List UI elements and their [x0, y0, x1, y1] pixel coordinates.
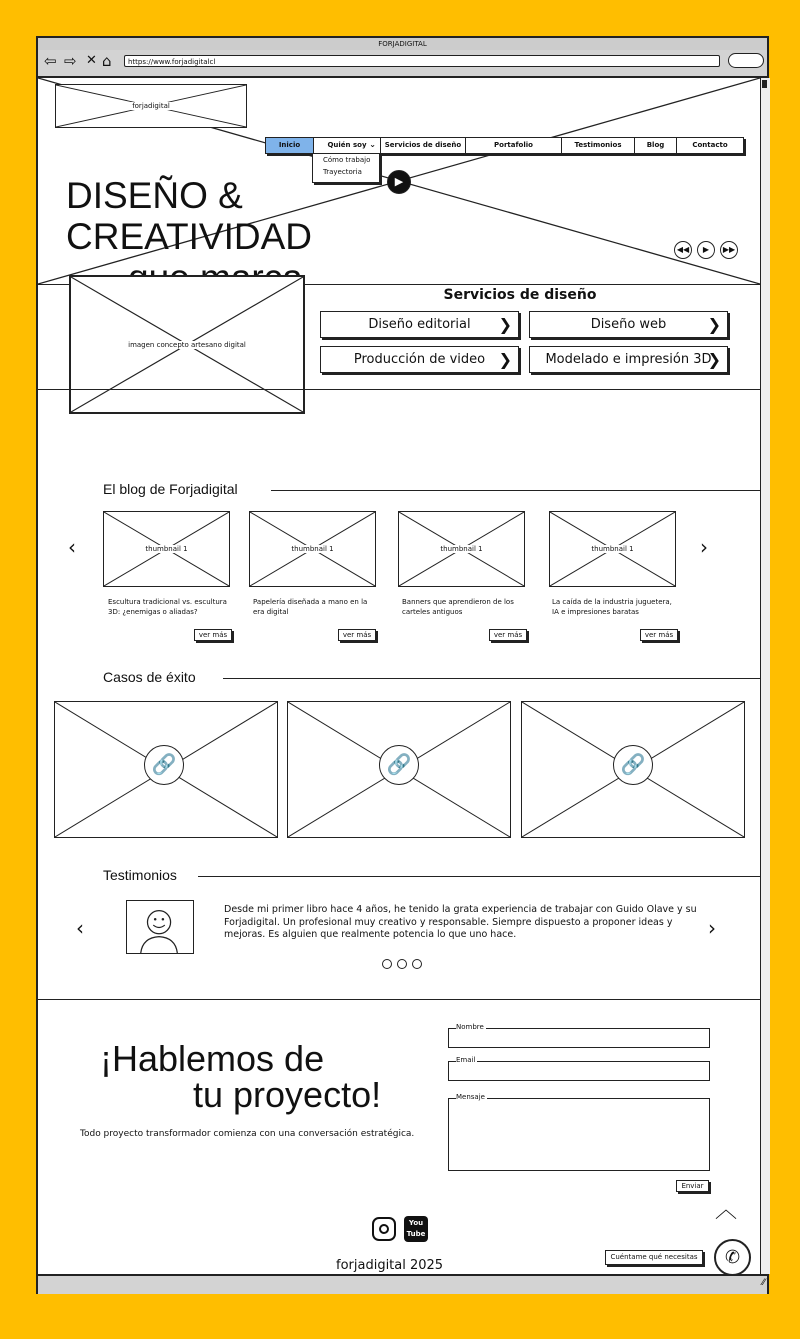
browser-status-bar — [38, 1274, 767, 1294]
rewind-icon[interactable]: ◀◀ — [674, 241, 692, 259]
nav-inicio[interactable]: Inicio — [266, 138, 314, 153]
service-button-web[interactable] — [529, 311, 728, 338]
hero-line-2: CREATIVIDAD — [66, 216, 313, 257]
nav-blog[interactable]: Blog — [635, 138, 677, 153]
youtube-text-top: You — [408, 1219, 424, 1227]
submenu-item-trayectoria[interactable]: Trayectoria — [323, 168, 362, 176]
nav-quien-soy[interactable] — [314, 138, 381, 153]
instagram-icon[interactable] — [372, 1217, 396, 1241]
youtube-text-bottom: Tube — [406, 1230, 426, 1238]
hero-line-1: DISEÑO & — [66, 175, 243, 216]
youtube-icon[interactable] — [404, 1216, 428, 1242]
blog-title-rule — [271, 490, 760, 491]
nav-testimonios[interactable]: Testimonios — [562, 138, 635, 153]
window-title: FORJADIGITAL — [38, 38, 767, 51]
url-bar[interactable]: https://www.forjadigitalcl — [124, 55, 720, 67]
testimonial-prev-arrow-icon[interactable]: ‹ — [76, 916, 84, 940]
browser-search-field[interactable] — [728, 53, 764, 68]
contact-subtitle: Todo proyecto transformador comienza con una conversación estratégica. — [80, 1129, 415, 1139]
blog-thumbnail-1[interactable] — [103, 511, 230, 587]
instagram-lens — [379, 1224, 389, 1234]
link-icon: 🔗 — [613, 745, 653, 785]
cases-title-rule — [223, 678, 760, 679]
chevron-right-icon: ❯ — [707, 350, 721, 369]
email-field-label: Email — [456, 1056, 476, 1064]
nav-servicios[interactable]: Servicios de diseño — [381, 138, 466, 153]
read-more-button-1[interactable]: ver más — [194, 629, 232, 641]
thumbnail-label: thumbnail 1 — [291, 545, 334, 553]
scrollbar[interactable] — [760, 78, 770, 1274]
play-small-icon[interactable]: ▶ — [697, 241, 715, 259]
avatar — [126, 900, 194, 954]
message-field-label: Mensaje — [456, 1093, 485, 1101]
blog-post-title-2[interactable]: Papelería diseñada a mano en la era digital — [253, 598, 368, 616]
main-nav — [265, 137, 744, 154]
whatsapp-icon[interactable]: ✆ — [714, 1239, 751, 1274]
service-button-video-label: Producción de video — [353, 352, 486, 367]
home-icon[interactable]: ⌂ — [102, 52, 112, 70]
play-icon[interactable]: ▶ — [387, 170, 411, 194]
name-field-label: Nombre — [456, 1023, 484, 1031]
service-button-video[interactable] — [320, 346, 519, 373]
blog-next-arrow-icon[interactable]: › — [700, 535, 708, 559]
artisan-image-placeholder — [69, 275, 305, 414]
read-more-button-4[interactable]: ver más — [640, 629, 678, 641]
submit-button[interactable]: Enviar — [676, 1180, 709, 1192]
carousel-dot-3[interactable] — [412, 959, 422, 969]
testimonial-quote: Desde mi primer libro hace 4 años, he tenido la grata experiencia de trabajar con Guido Olave y su Forjadigital. Un profesional muy creativo y responsable. Siempre dispuesto a proponer ideas y mejoras. Es alguien que realmente potencia lo que uno hace. — [224, 904, 697, 940]
service-button-editorial[interactable] — [320, 311, 519, 338]
read-more-button-3[interactable]: ver más — [489, 629, 527, 641]
carousel-dot-2[interactable] — [397, 959, 407, 969]
footer-copyright: forjadigital 2025 — [336, 1258, 444, 1273]
thumbnail-label: thumbnail 1 — [145, 545, 188, 553]
chevron-down-icon: ⌄ — [369, 140, 376, 149]
blog-post-title-4[interactable]: La caída de la industria juguetera, IA e impresiones baratas — [552, 598, 672, 616]
nav-quien-soy-label: Quién soy — [327, 141, 367, 149]
browser-window — [36, 36, 769, 1294]
hero-headline — [66, 175, 312, 257]
thumbnail-label: thumbnail 1 — [591, 545, 634, 553]
testimonials-title-rule — [198, 876, 760, 877]
web-page — [38, 78, 760, 1274]
blog-prev-arrow-icon[interactable]: ‹ — [68, 535, 76, 559]
contact-divider — [38, 999, 760, 1000]
service-button-3d-label: Modelado e impresión 3D — [545, 352, 712, 367]
back-icon[interactable]: ⇦ — [44, 52, 57, 70]
email-field[interactable] — [448, 1061, 710, 1081]
testimonials-title: Testimonios — [103, 867, 177, 883]
logo-placeholder[interactable] — [55, 84, 247, 128]
testimonial-next-arrow-icon[interactable]: › — [708, 916, 716, 940]
whatsapp-cta-button[interactable]: Cuéntame qué necesitas — [605, 1250, 703, 1265]
fast-forward-icon[interactable]: ▶▶ — [720, 241, 738, 259]
scrollbar-thumb[interactable] — [762, 80, 767, 88]
logo-label: forjadigital — [132, 102, 170, 110]
carousel-dot-1[interactable] — [382, 959, 392, 969]
services-divider — [38, 389, 760, 390]
blog-post-title-3[interactable]: Banners que aprendieron de los carteles antiguos — [402, 598, 514, 616]
read-more-button-2[interactable]: ver más — [338, 629, 376, 641]
blog-post-title-1[interactable]: Escultura tradicional vs. escultura 3D: ¿enemigas o aliadas? — [108, 598, 227, 616]
nav-portafolio[interactable]: Portafolio — [466, 138, 562, 153]
submenu-quien-soy — [312, 153, 380, 183]
chevron-right-icon: ❯ — [707, 315, 721, 334]
nav-contacto[interactable]: Contacto — [692, 141, 728, 149]
contact-title-line-2: tu proyecto! — [193, 1074, 382, 1115]
back-to-top-icon[interactable]: ︿ — [715, 1198, 738, 1223]
blog-thumbnail-3[interactable] — [398, 511, 525, 587]
service-button-3d[interactable] — [529, 346, 728, 373]
cases-title: Casos de éxito — [103, 669, 196, 685]
chevron-right-icon: ❯ — [498, 315, 512, 334]
link-icon: 🔗 — [144, 745, 184, 785]
thumbnail-label: thumbnail 1 — [440, 545, 483, 553]
name-field[interactable] — [448, 1028, 710, 1048]
service-button-web-label: Diseño web — [590, 317, 667, 332]
chevron-right-icon: ❯ — [498, 350, 512, 369]
blog-thumbnail-2[interactable] — [249, 511, 376, 587]
link-icon: 🔗 — [379, 745, 419, 785]
services-title: Servicios de diseño — [443, 287, 597, 303]
artisan-image-label: imagen concepto artesano digital — [128, 340, 246, 349]
blog-title: El blog de Forjadigital — [103, 481, 238, 497]
browser-toolbar — [38, 50, 767, 78]
message-field[interactable] — [448, 1098, 710, 1171]
blog-thumbnail-4[interactable] — [549, 511, 676, 587]
submenu-item-como-trabajo[interactable]: Cómo trabajo — [323, 156, 371, 164]
close-icon[interactable]: ✕ — [86, 53, 97, 68]
resize-handle-icon[interactable]: ⁄⁄ — [761, 1278, 765, 1288]
service-button-editorial-label: Diseño editorial — [368, 317, 471, 332]
contact-title-line-1: ¡Hablemos de — [100, 1038, 325, 1079]
forward-icon[interactable]: ⇨ — [64, 52, 77, 70]
